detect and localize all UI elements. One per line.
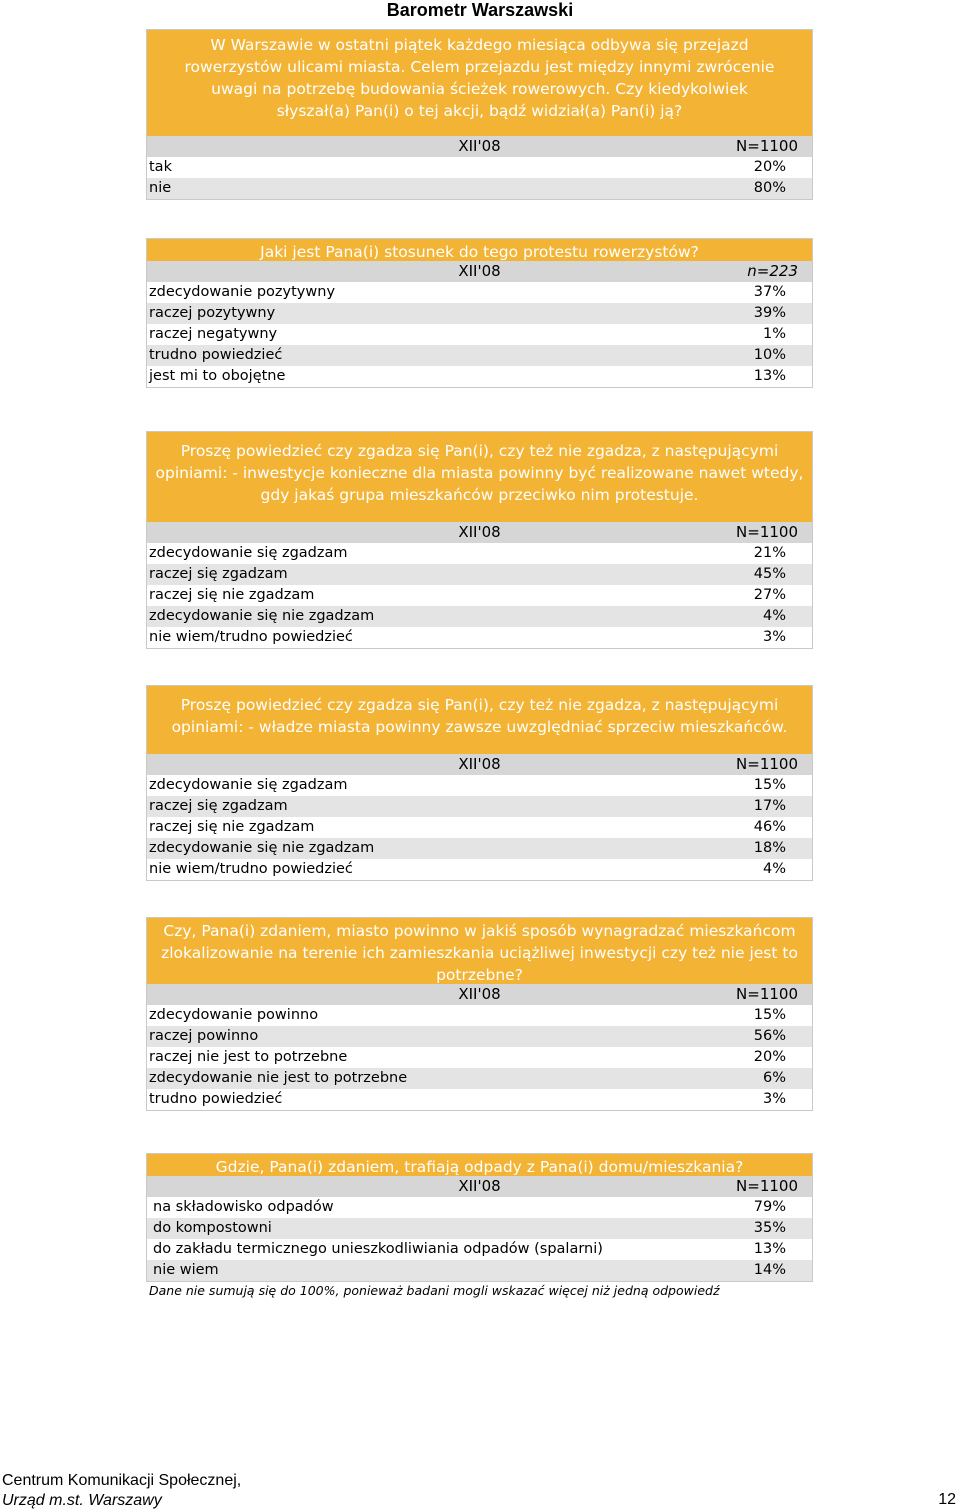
table-row (147, 303, 812, 324)
row-value: 39% (753, 305, 786, 321)
sample-size: N=1100 (736, 985, 798, 1003)
table-row (147, 859, 812, 880)
survey-block-attitude (146, 238, 813, 388)
row-label: trudno powiedzieć (149, 1091, 283, 1107)
table-row (147, 775, 812, 796)
table-row (147, 366, 812, 387)
table-row (147, 796, 812, 817)
table-row (147, 838, 812, 859)
table-row (147, 1197, 812, 1218)
table-row (147, 1047, 812, 1068)
row-label: raczej się zgadzam (149, 566, 288, 582)
row-label: raczej pozytywny (149, 305, 276, 321)
table-row (147, 627, 812, 648)
wave-label: XII'08 (458, 262, 501, 280)
question-text: Czy, Pana(i) zdaniem, miasto powinno w jakiś sposób wynagradzać mieszkańcom zlokalizowanie na terenie ich zamieszkania uciążliwej inwestycji czy też nie jest to potrzebne? (147, 918, 812, 984)
row-label: na składowisko odpadów (153, 1199, 334, 1215)
table-row (147, 1239, 812, 1260)
row-label: zdecydowanie się zgadzam (149, 545, 348, 561)
row-label: jest mi to obojętne (149, 368, 286, 384)
survey-block-awareness (146, 29, 813, 200)
row-label: do kompostowni (153, 1220, 272, 1236)
row-value: 80% (753, 180, 786, 196)
row-value: 4% (762, 861, 786, 877)
row-value: 14% (753, 1262, 786, 1278)
table-row (147, 606, 812, 627)
question-text: Jaki jest Pana(i) stosunek do tego protestu rowerzystów? (147, 239, 812, 261)
question-text: Proszę powiedzieć czy zgadza się Pan(i), czy też nie zgadza, z następującymi opiniami: - władze miasta powinny zawsze uwzględniać sprzeciw mieszkańców. (147, 686, 812, 754)
question-text: Gdzie, Pana(i) zdaniem, trafiają odpady z Pana(i) domu/mieszkania? (147, 1154, 812, 1176)
row-label: nie (149, 180, 172, 196)
row-value: 79% (753, 1199, 786, 1215)
sample-size: N=1100 (736, 1177, 798, 1195)
row-value: 35% (753, 1220, 786, 1236)
sample-size: N=1100 (736, 523, 798, 541)
sample-size: N=1100 (736, 755, 798, 773)
table-row (147, 178, 812, 199)
table-row (147, 345, 812, 366)
row-label: nie wiem/trudno powiedzieć (149, 629, 353, 645)
footer-line-office: Urząd m.st. Warszawy (2, 1492, 162, 1509)
table-row (147, 157, 812, 178)
wave-header (147, 522, 812, 543)
survey-block-compensation (146, 917, 813, 1111)
sample-size: N=1100 (736, 137, 798, 155)
row-value: 4% (762, 608, 786, 624)
wave-header (147, 754, 812, 775)
wave-label: XII'08 (458, 137, 501, 155)
table-row (147, 817, 812, 838)
table-row (147, 282, 812, 303)
row-label: raczej nie jest to potrzebne (149, 1049, 348, 1065)
survey-block-investments (146, 431, 813, 649)
footnote: Dane nie sumują się do 100%, ponieważ badani mogli wskazać więcej niż jedną odpowiedź (149, 1283, 720, 1298)
row-value: 3% (762, 1091, 786, 1107)
row-value: 10% (753, 347, 786, 363)
survey-block-residents-objection (146, 685, 813, 881)
footer-source (2, 1471, 241, 1511)
row-label: zdecydowanie się nie zgadzam (149, 840, 375, 856)
row-label: raczej się nie zgadzam (149, 587, 315, 603)
footer-line-organization: Centrum Komunikacji Społecznej, (2, 1472, 242, 1489)
question-text: W Warszawie w ostatni piątek każdego miesiąca odbywa się przejazd rowerzystów ulicami miasta. Celem przejazdu jest między innymi zwrócenie uwagi na potrzebę budowania ścieżek rowerowych. Czy kiedykolwiek słyszał(a) Pan(i) o tej akcji, bądź widział(a) Pan(i) ją? (147, 30, 812, 136)
table-row (147, 1005, 812, 1026)
row-label: nie wiem/trudno powiedzieć (149, 861, 353, 877)
row-label: zdecydowanie nie jest to potrzebne (149, 1070, 408, 1086)
row-label: zdecydowanie pozytywny (149, 284, 336, 300)
wave-label: XII'08 (458, 523, 501, 541)
table-row (147, 1089, 812, 1110)
row-label: tak (149, 159, 172, 175)
row-label: zdecydowanie się zgadzam (149, 777, 348, 793)
sample-size: n=223 (747, 262, 798, 280)
row-value: 1% (762, 326, 786, 342)
row-label: nie wiem (153, 1262, 219, 1278)
row-value: 15% (753, 777, 786, 793)
row-value: 46% (753, 819, 786, 835)
wave-label: XII'08 (458, 755, 501, 773)
wave-header (147, 1176, 812, 1197)
table-row (147, 564, 812, 585)
wave-header (147, 136, 812, 157)
row-label: do zakładu termicznego unieszkodliwiania odpadów (spalarni) (153, 1241, 603, 1257)
table-row (147, 1068, 812, 1089)
table-row (147, 585, 812, 606)
row-value: 17% (753, 798, 786, 814)
page-number: 12 (938, 1491, 956, 1508)
row-label: trudno powiedzieć (149, 347, 283, 363)
row-label: raczej się nie zgadzam (149, 819, 315, 835)
row-value: 56% (753, 1028, 786, 1044)
wave-header (147, 984, 812, 1005)
row-value: 20% (753, 1049, 786, 1065)
table-row (147, 543, 812, 564)
table-row (147, 1218, 812, 1239)
table-row (147, 1260, 812, 1281)
wave-label: XII'08 (458, 985, 501, 1003)
row-label: zdecydowanie powinno (149, 1007, 319, 1023)
row-label: raczej powinno (149, 1028, 259, 1044)
row-value: 27% (753, 587, 786, 603)
table-row (147, 324, 812, 345)
row-value: 37% (753, 284, 786, 300)
row-label: raczej negatywny (149, 326, 278, 342)
wave-label: XII'08 (458, 1177, 501, 1195)
row-value: 18% (753, 840, 786, 856)
row-value: 3% (762, 629, 786, 645)
row-value: 45% (753, 566, 786, 582)
row-value: 20% (753, 159, 786, 175)
row-value: 21% (753, 545, 786, 561)
page-title: Barometr Warszawski (386, 0, 574, 20)
table-row (147, 1026, 812, 1047)
survey-block-waste (146, 1153, 813, 1282)
row-label: raczej się zgadzam (149, 798, 288, 814)
question-text: Proszę powiedzieć czy zgadza się Pan(i), czy też nie zgadza, z następującymi opiniami: - inwestycje konieczne dla miasta powinny być realizowane nawet wtedy, gdy jakaś grupa mieszkańców przeciwko nim protestuje. (147, 432, 812, 522)
row-value: 13% (753, 1241, 786, 1257)
wave-header (147, 261, 812, 282)
row-value: 15% (753, 1007, 786, 1023)
row-label: zdecydowanie się nie zgadzam (149, 608, 375, 624)
row-value: 13% (753, 368, 786, 384)
row-value: 6% (762, 1070, 786, 1086)
